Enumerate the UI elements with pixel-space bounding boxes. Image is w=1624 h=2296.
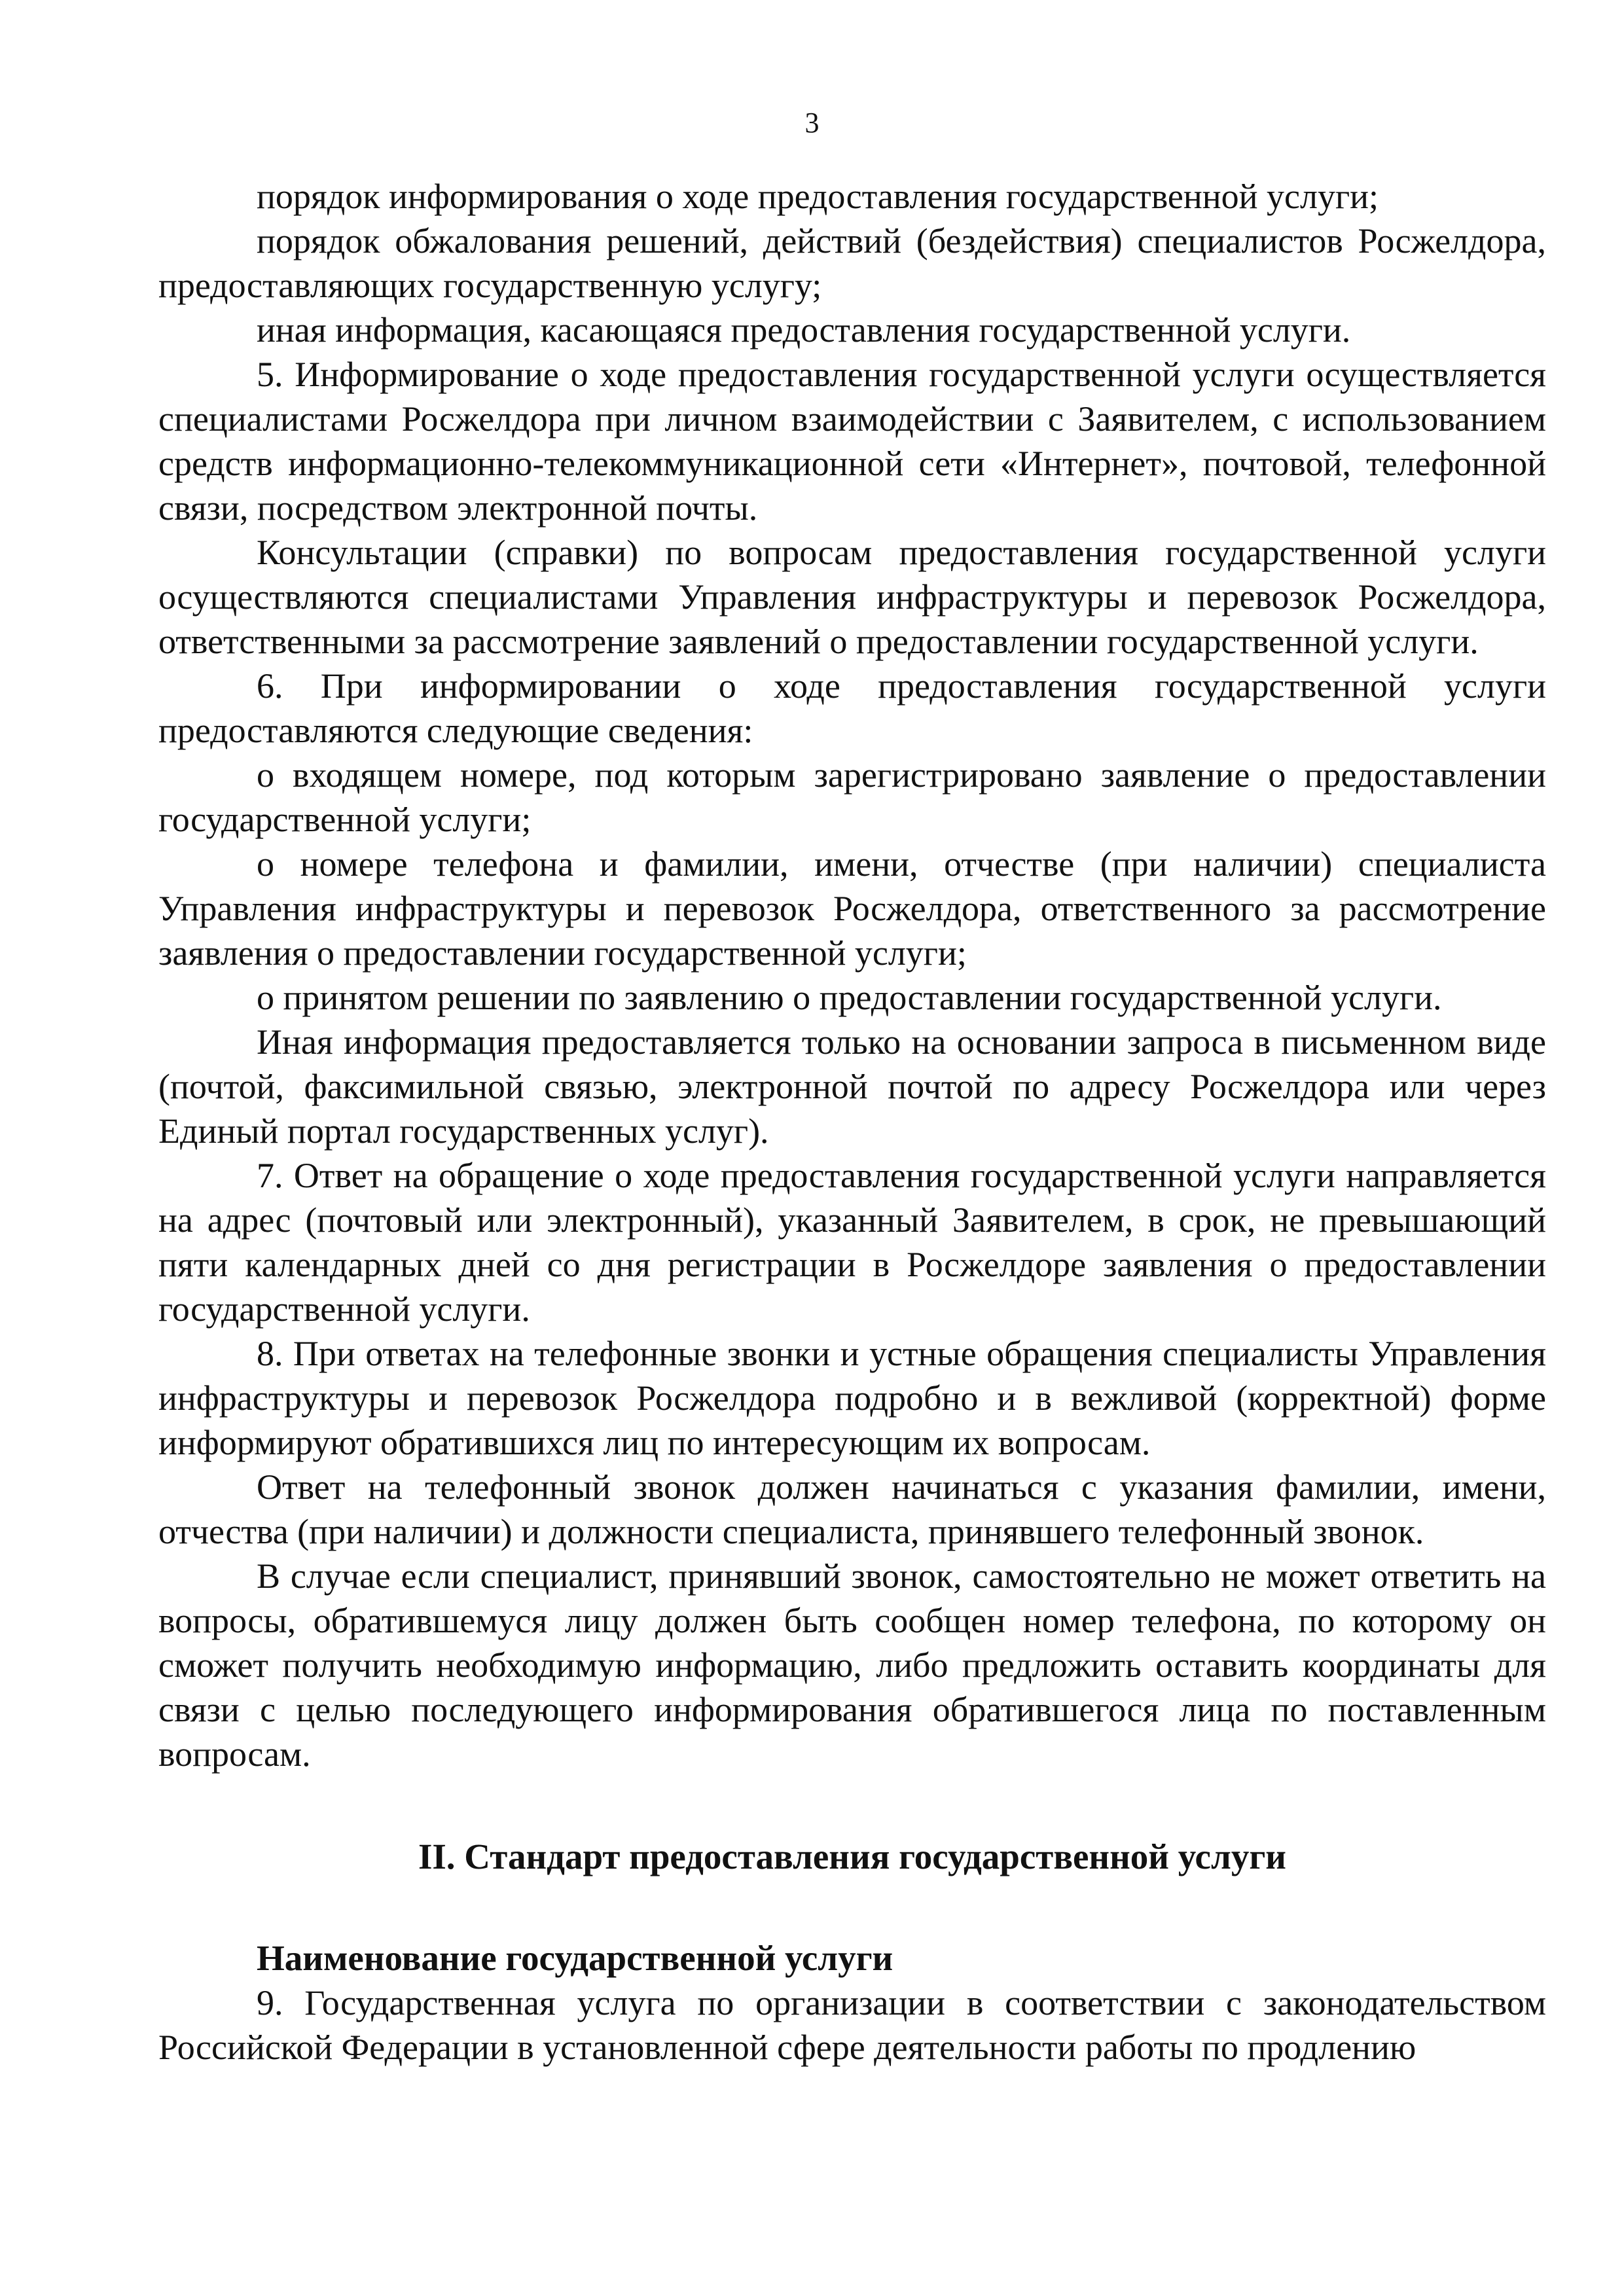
paragraph-other-info-request: Иная информация предоставляется только на основании запроса в письменном виде (почтой, факсимильной связью, электронной почтой по адресу Росжелдора или через Единый портал государственных услуг). [158, 1022, 1546, 1151]
section-title: II. Стандарт предоставления государственной услуги [418, 1837, 1286, 1876]
paragraph-item-6: 6. При информировании о ходе предоставления государственной услуги предоставляются следующие сведения: [158, 666, 1546, 750]
paragraph-phone-number: о номере телефона и фамилии, имени, отчестве (при наличии) специалиста Управления инфраструктуры и перевозок Росжелдора, ответственного за рассмотрение заявления о предоставлении государственной услуги; [158, 844, 1546, 973]
document-body [158, 174, 1546, 2070]
paragraph-item-9: 9. Государственная услуга по организации в соответствии с законодательством Российской Федерации в установленной сфере деятельности работы по продлению [158, 1983, 1546, 2067]
paragraph-item-8: 8. При ответах на телефонные звонки и устные обращения специалисты Управления инфраструктуры и перевозок Росжелдора подробно и в вежливой (корректной) форме информируют обратившихся лиц по интересующим их вопросам. [158, 1334, 1546, 1462]
paragraph-item-5: 5. Информирование о ходе предоставления государственной услуги осуществляется специалистами Росжелдора при личном взаимодействии с Заявителем, с использованием средств информационно-телекоммуникационной сети «Интернет», почтовой, телефонной связи, посредством электронной почты. [158, 355, 1546, 528]
paragraph-info-procedure: порядок информирования о ходе предоставления государственной услуги; [257, 177, 1379, 216]
paragraph-phone-answer: Ответ на телефонный звонок должен начинаться с указания фамилии, имени, отчества (при наличии) и должности специалиста, принявшего телефонный звонок. [158, 1467, 1546, 1551]
paragraph-item-7: 7. Ответ на обращение о ходе предоставления государственной услуги направляется на адрес (почтовый или электронный), указанный Заявителем, в срок, не превышающий пяти календарных дней со дня регистрации в Росжелдоре заявления о предоставлении государственной услуги. [158, 1156, 1546, 1329]
paragraph-appeal-procedure: порядок обжалования решений, действий (бездействия) специалистов Росжелдора, предоставляющих государственную услугу; [158, 221, 1546, 305]
subheading: Наименование государственной услуги [257, 1938, 893, 1978]
paragraph-decision: о принятом решении по заявлению о предоставлении государственной услуги. [257, 978, 1442, 1017]
paragraph-incoming-number: о входящем номере, под которым зарегистрировано заявление о предоставлении государственной услуги; [158, 755, 1546, 839]
paragraph-consultations: Консультации (справки) по вопросам предоставления государственной услуги осуществляются специалистами Управления инфраструктуры и перевозок Росжелдора, ответственными за рассмотрение заявлений о предоставлении государственной услуги. [158, 533, 1546, 661]
page-number: 3 [804, 107, 820, 139]
paragraph-other-info: иная информация, касающаяся предоставления государственной услуги. [257, 310, 1351, 350]
paragraph-specialist-case: В случае если специалист, принявший звонок, самостоятельно не может ответить на вопросы, обратившемуся лицу должен быть сообщен номер телефона, по которому он сможет получить необходимую информацию, либо предложить оставить координаты для связи с целью последующего информирования обратившегося лица по поставленным вопросам. [158, 1556, 1546, 1774]
